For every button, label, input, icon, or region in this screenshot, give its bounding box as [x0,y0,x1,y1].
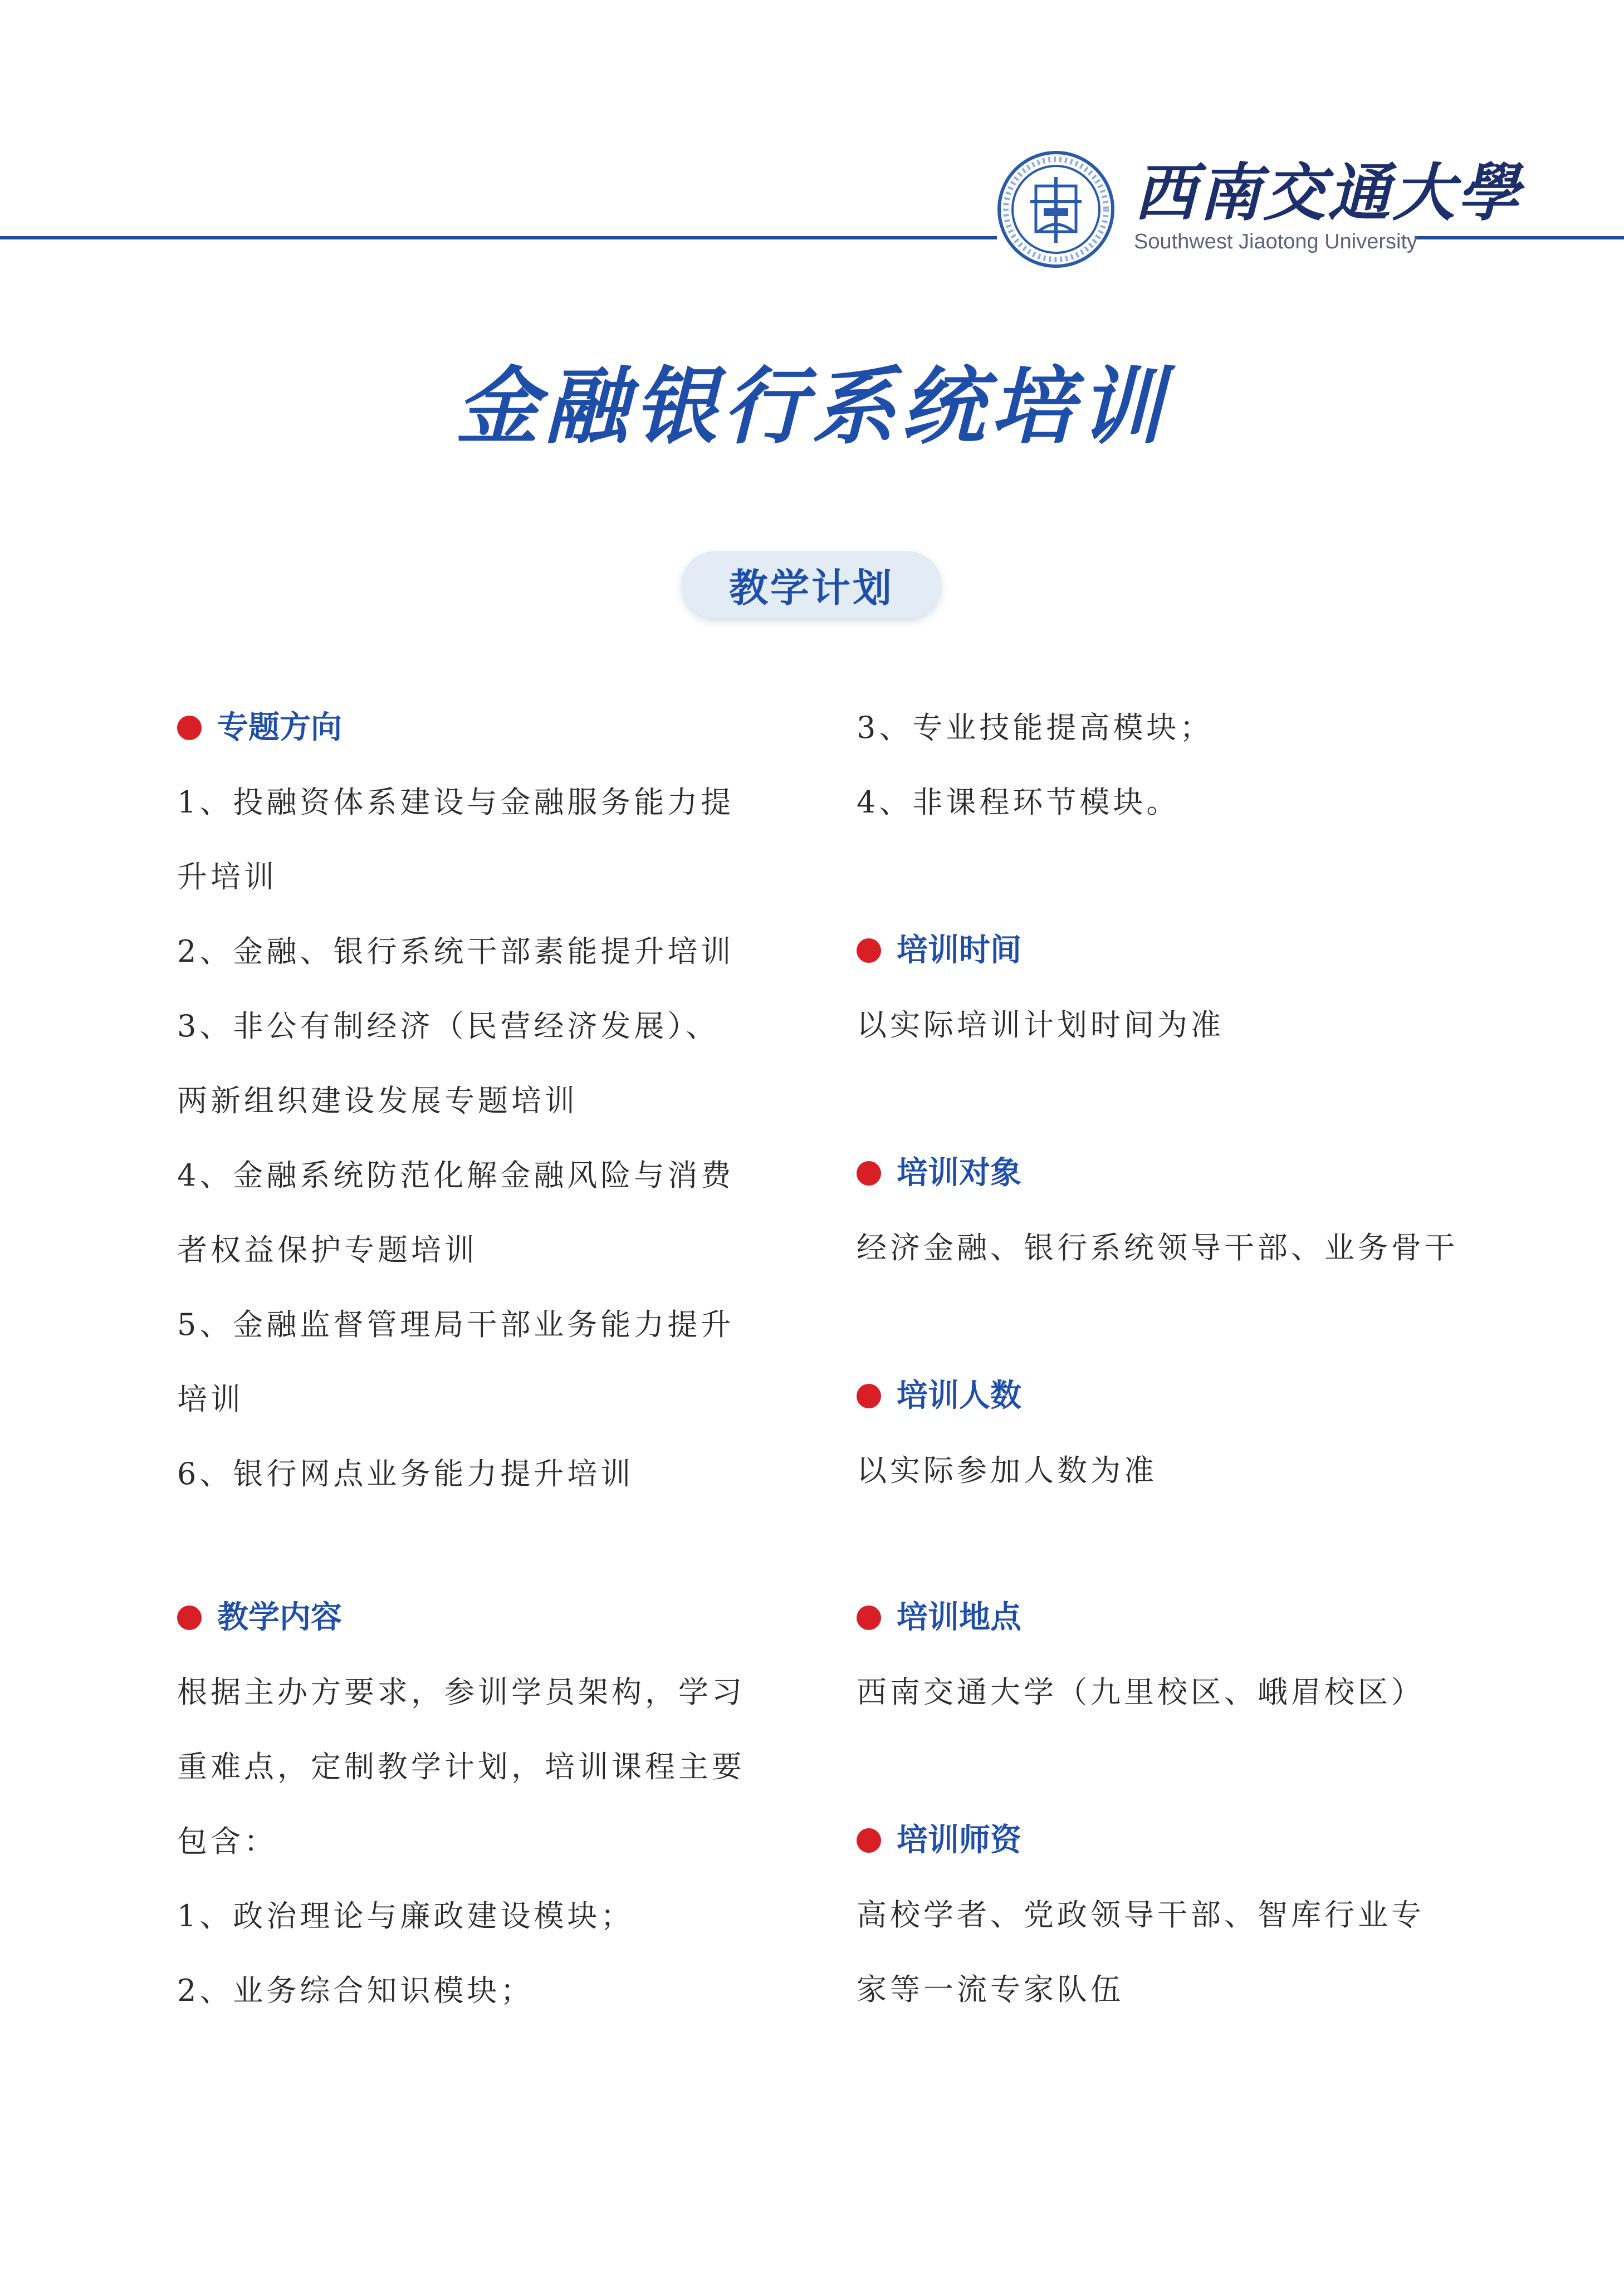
faculty-heading-label: 培训师资 [897,1822,1021,1858]
location-heading [857,1580,1525,1655]
university-name-chinese: 西南交通大學 [1134,156,1522,229]
content-line: 1、政治理论与廉政建设模块； [177,1898,634,1934]
topics-line: 5、金融监督管理局干部业务能力提升 [177,1307,735,1342]
section-pill: 教学计划 [682,551,941,618]
faculty-section [857,1803,1525,2027]
page-title: 金融银行系统培训 [455,358,1168,456]
topics-line: 者权益保护专题培训 [177,1232,478,1267]
bullet-dot-icon [857,1161,881,1186]
count-section [857,1359,1525,1508]
target-line: 经济金融、银行系统领导干部、业务骨干 [857,1230,1458,1265]
location-line: 西南交通大学（九里校区、峨眉校区） [857,1675,1425,1710]
target-section [857,1136,1525,1285]
header-rule-right [1415,236,1624,239]
content-line: 2、业务综合知识模块； [177,1973,534,2008]
content-continued [857,691,1525,840]
university-name-english: Southwest Jiaotong University [1134,230,1418,253]
content-heading-label: 教学内容 [217,1599,342,1636]
time-section [857,913,1525,1063]
time-heading [857,913,1525,988]
topics-line: 培训 [177,1382,244,1417]
topics-line: 6、银行网点业务能力提升培训 [177,1456,634,1491]
university-seal-icon [997,150,1115,268]
content-section [177,1580,790,2028]
bullet-dot-icon [857,1384,881,1408]
bullet-dot-icon [177,1605,202,1630]
header-rule-left [0,236,997,239]
target-heading [857,1136,1525,1211]
content-line: 根据主办方要求，参训学员架构，学习 [177,1675,745,1710]
time-heading-label: 培训时间 [897,932,1021,968]
topics-line: 两新组织建设发展专题培训 [177,1083,578,1118]
topics-line: 2、金融、银行系统干部素能提升培训 [177,934,735,969]
location-section [857,1580,1525,1730]
count-line: 以实际参加人数为准 [857,1453,1157,1488]
bullet-dot-icon [857,1605,881,1630]
bullet-dot-icon [857,938,881,963]
content-line: 3、专业技能提高模块； [857,710,1214,745]
topics-line: 4、金融系统防范化解金融风险与消费 [177,1158,735,1193]
target-heading-label: 培训对象 [897,1155,1021,1191]
faculty-line: 高校学者、党政领导干部、智库行业专 [857,1897,1425,1932]
topics-heading-label: 专题方向 [217,709,342,746]
faculty-heading [857,1803,1525,1878]
time-line: 以实际培训计划时间为准 [857,1007,1224,1042]
content-line: 4、非课程环节模块。 [857,785,1180,820]
bullet-dot-icon [177,716,202,740]
topics-heading [177,691,790,765]
topics-section [177,691,790,1511]
content-line: 包含： [177,1824,277,1859]
count-heading-label: 培训人数 [897,1378,1021,1414]
topics-line: 3、非公有制经济（民营经济发展）、 [177,1009,720,1044]
bullet-dot-icon [857,1828,881,1853]
faculty-line: 家等一流专家队伍 [857,1972,1124,2007]
topics-line: 1、投融资体系建设与金融服务能力提 [177,785,735,820]
location-heading-label: 培训地点 [897,1599,1021,1636]
topics-line: 升培训 [177,859,277,894]
count-heading [857,1359,1525,1433]
content-heading [177,1580,790,1655]
content-line: 重难点，定制教学计划，培训课程主要 [177,1749,745,1784]
